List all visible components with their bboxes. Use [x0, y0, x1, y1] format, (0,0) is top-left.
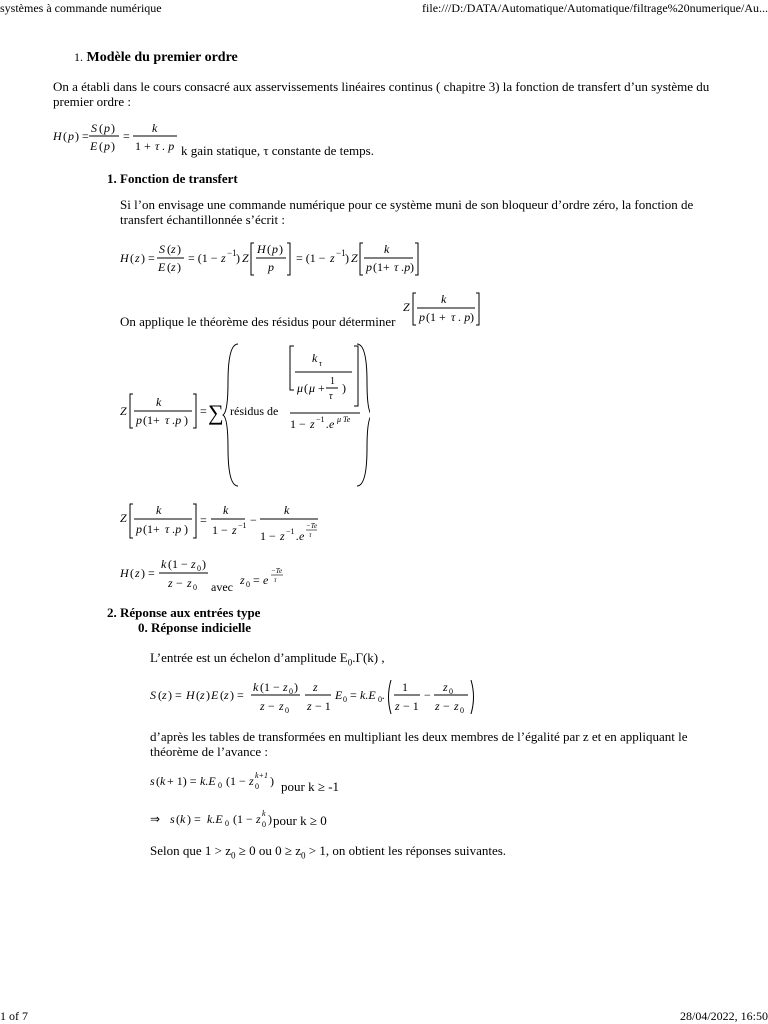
svg-text:k+1: k+1: [255, 771, 268, 780]
svg-text:S: S: [150, 688, 156, 702]
svg-text:): ): [75, 129, 79, 143]
svg-text:(1+: (1+: [143, 522, 160, 536]
svg-text:− 1: − 1: [403, 699, 419, 713]
svg-text:k: k: [160, 774, 166, 788]
svg-text:−1: −1: [316, 415, 325, 424]
svg-text:z: z: [232, 523, 237, 537]
svg-text:): ): [342, 381, 346, 395]
svg-text:S: S: [91, 121, 97, 135]
residue-text: On applique le théorème des résidus pour déterminer: [120, 314, 396, 329]
svg-text:): ): [141, 566, 145, 580]
svg-text:.: .: [382, 688, 385, 702]
svg-text:Z: Z: [120, 511, 127, 525]
svg-text:z: z: [330, 251, 335, 265]
svg-text:τ: τ: [329, 391, 333, 402]
svg-text:z: z: [249, 774, 254, 788]
svg-text:): ): [270, 774, 274, 788]
svg-text:(1 −: (1 −: [260, 680, 280, 694]
svg-text:z: z: [162, 688, 167, 702]
svg-text:0: 0: [218, 781, 222, 790]
svg-text:z: z: [135, 251, 140, 265]
subsection-responses: 2. Réponse aux entrées type: [107, 605, 261, 620]
svg-text:e: e: [263, 573, 269, 587]
equation-z0-def: [240, 562, 300, 592]
intro-paragraph: On a établi dans le cours consacré aux asservissements linéaires continus ( chapitre 3) la fonction de transfert d’un système du premier ordre :: [53, 79, 710, 109]
svg-text:): ): [279, 242, 283, 256]
conclusion-b: ≥ 0 ou 0 ≥ z: [235, 843, 302, 858]
svg-text:=: =: [148, 251, 155, 265]
svg-text:): ): [184, 413, 188, 427]
svg-text:z: z: [307, 699, 312, 713]
svg-text:): ): [268, 812, 272, 826]
svg-text:(: (: [167, 242, 171, 256]
svg-text:0: 0: [378, 695, 382, 704]
svg-text:): ): [345, 251, 349, 265]
svg-text:z: z: [280, 529, 285, 543]
svg-text:=: =: [200, 404, 207, 418]
header-title: systèmes à commande numérique: [0, 1, 162, 15]
svg-text:k: k: [161, 557, 167, 571]
svg-text:H: H: [120, 566, 129, 580]
svg-text:0: 0: [285, 706, 289, 715]
svg-text:0: 0: [197, 564, 201, 573]
svg-text:k: k: [262, 809, 266, 818]
avec-label: avec: [211, 580, 233, 594]
svg-text:): ): [177, 242, 181, 256]
svg-text:−: −: [424, 688, 431, 702]
condition-k-ge-0: pour k ≥ 0: [273, 813, 327, 828]
svg-text:= (1 −: = (1 −: [296, 251, 326, 265]
svg-text:(1 −: (1 −: [233, 812, 253, 826]
svg-text:−Te: −Te: [306, 522, 318, 530]
svg-text:z: z: [279, 699, 284, 713]
svg-text:k: k: [156, 503, 162, 517]
svg-text:z: z: [135, 566, 140, 580]
subsection-step-response: 0. Réponse indicielle: [138, 620, 252, 635]
svg-text:−: −: [176, 576, 183, 590]
svg-text:E: E: [335, 688, 343, 702]
svg-text:z: z: [168, 576, 173, 590]
equation-first-order-transfer: [53, 118, 181, 158]
svg-text:p: p: [366, 260, 372, 274]
svg-text:(: (: [167, 260, 171, 274]
svg-text:k.E: k.E: [207, 812, 223, 826]
svg-text:μ: μ: [309, 381, 316, 395]
svg-text:z: z: [191, 557, 196, 571]
svg-text:+ 1) =: + 1) =: [167, 774, 197, 788]
svg-text:): ): [111, 139, 115, 153]
z0-sub-b: 0: [301, 850, 306, 861]
svg-text:τ . p: τ . p: [451, 310, 471, 324]
svg-text:(1 −: (1 −: [226, 774, 246, 788]
footer-page-count: 1 of 7: [0, 1009, 28, 1023]
conclusion-c: > 1, on obtient les réponses suivantes.: [305, 843, 507, 858]
svg-text:= (1 −: = (1 −: [188, 251, 218, 265]
svg-text:p: p: [268, 260, 274, 274]
svg-text:0: 0: [246, 580, 250, 589]
svg-text:): ): [206, 688, 210, 702]
svg-text:(1+: (1+: [373, 260, 390, 274]
svg-text:(: (: [130, 566, 134, 580]
svg-text:−: −: [443, 699, 450, 713]
svg-text:): ): [202, 557, 206, 571]
svg-text:τ .p: τ .p: [394, 260, 411, 274]
svg-text:−1: −1: [286, 527, 295, 536]
svg-text:s: s: [170, 812, 175, 826]
condition-k-ge-minus-1: pour k ≥ -1: [281, 779, 340, 794]
svg-text:0: 0: [193, 583, 197, 592]
svg-text:(1 −: (1 −: [168, 557, 188, 571]
svg-text:H: H: [120, 251, 129, 265]
svg-text:Z: Z: [403, 300, 410, 314]
svg-text:(: (: [158, 688, 162, 702]
equation-hz-result: [120, 555, 215, 595]
svg-text:k: k: [223, 503, 229, 517]
svg-text:∑: ∑: [208, 400, 224, 425]
svg-text:(1 +: (1 +: [426, 310, 446, 324]
svg-text:): ): [141, 251, 145, 265]
svg-text:p: p: [68, 129, 74, 143]
svg-text:H: H: [53, 129, 62, 143]
svg-text:=: =: [350, 688, 357, 702]
svg-text:z: z: [260, 699, 265, 713]
svg-text:(: (: [156, 774, 160, 788]
svg-text:(: (: [99, 139, 103, 153]
svg-text:Z: Z: [351, 251, 358, 265]
svg-text:1 −: 1 −: [212, 523, 228, 537]
header-url: file:///D:/DATA/Automatique/Automatique/filtrage%20numerique/Au...: [422, 1, 768, 15]
svg-text:(: (: [176, 812, 180, 826]
svg-text:μ: μ: [297, 381, 304, 395]
svg-text:τ: τ: [319, 359, 322, 368]
svg-text:⇒: ⇒: [150, 812, 161, 826]
svg-text:k: k: [156, 395, 162, 409]
svg-text:(: (: [304, 381, 308, 395]
svg-text:p: p: [419, 310, 425, 324]
equation-s-k: [150, 804, 275, 832]
svg-text:z: z: [443, 680, 448, 694]
svg-text:Z: Z: [242, 251, 249, 265]
conclusion-a: Selon que 1 > z: [150, 843, 231, 858]
svg-text:.e: .e: [296, 529, 305, 543]
svg-text:τ: τ: [309, 531, 312, 539]
svg-text:0: 0: [289, 687, 293, 696]
svg-text:μ Te: μ Te: [337, 415, 351, 424]
svg-text:τ: τ: [274, 576, 277, 584]
svg-text:): ): [236, 251, 240, 265]
svg-text:): ): [111, 121, 115, 135]
eq1-caption: k gain statique, τ constante de temps.: [181, 143, 374, 158]
svg-text:): ): [410, 260, 414, 274]
svg-text:k.E: k.E: [360, 688, 376, 702]
svg-text:k: k: [312, 351, 318, 365]
svg-text:(: (: [220, 688, 224, 702]
svg-text:Z: Z: [120, 404, 127, 418]
svg-text:p: p: [104, 121, 110, 135]
svg-text:1: 1: [402, 680, 408, 694]
section-heading: [74, 50, 238, 66]
svg-text:) =: ) =: [187, 812, 201, 826]
svg-text:z: z: [256, 812, 261, 826]
svg-text:−1: −1: [238, 521, 247, 530]
svg-text:): ): [177, 260, 181, 274]
svg-text:(1+: (1+: [143, 413, 160, 427]
step-text: L’entrée est un échelon d’amplitude E: [150, 650, 348, 665]
svg-text:−1: −1: [227, 248, 237, 258]
svg-text:E: E: [211, 688, 219, 702]
svg-text:(: (: [99, 121, 103, 135]
svg-text:) =: ) =: [168, 688, 182, 702]
svg-text:=: =: [148, 566, 155, 580]
svg-text:k.E: k.E: [200, 774, 216, 788]
svg-text:+: +: [318, 381, 325, 395]
svg-text:S: S: [159, 242, 165, 256]
svg-text:p: p: [136, 413, 142, 427]
svg-text:1: 1: [330, 376, 335, 387]
svg-text:=: =: [200, 513, 207, 527]
subsection-transfer-function: 1. Fonction de transfert: [107, 171, 238, 186]
svg-text:k: k: [384, 242, 390, 256]
svg-text:k: k: [284, 503, 290, 517]
z0-sub-a: 0: [230, 850, 236, 861]
svg-text:E: E: [90, 139, 98, 153]
svg-text:0: 0: [225, 819, 229, 828]
svg-text:z: z: [171, 242, 176, 256]
svg-text:s: s: [150, 774, 155, 788]
svg-text:(: (: [130, 251, 134, 265]
svg-text:=: =: [253, 573, 260, 587]
svg-text:): ): [470, 310, 474, 324]
svg-text:p: p: [136, 522, 142, 536]
svg-text:− 1: − 1: [315, 699, 331, 713]
conclusion-text: [150, 843, 506, 861]
equation-residue-sum: [120, 342, 370, 490]
svg-text:−: −: [268, 699, 275, 713]
equation-z-transform-target: [403, 291, 483, 329]
svg-text:z: z: [200, 688, 205, 702]
svg-text:0: 0: [460, 706, 464, 715]
svg-text:résidus de: résidus de: [230, 404, 279, 418]
svg-text:−Te: −Te: [271, 567, 283, 575]
svg-text:1 −: 1 −: [260, 529, 276, 543]
section-title: Modèle du premier ordre: [86, 50, 238, 65]
svg-text:k: k: [180, 812, 186, 826]
svg-text:z: z: [187, 576, 192, 590]
advance-theorem-paragraph: d’après les tables de transformées en multipliant les deux membres de l’égalité par z et en appliquant le théorème de l’avance :: [150, 729, 688, 759]
svg-text:.e: .e: [326, 417, 335, 431]
svg-text:z: z: [283, 680, 288, 694]
equation-z-result: [120, 500, 325, 550]
svg-text:τ . p: τ . p: [155, 139, 175, 153]
svg-text:): ): [184, 522, 188, 536]
svg-text:=: =: [82, 129, 89, 143]
svg-text:z: z: [224, 688, 229, 702]
svg-text:0: 0: [262, 820, 266, 829]
svg-text:E: E: [158, 260, 166, 274]
svg-text:−: −: [250, 513, 257, 527]
svg-text:1 −: 1 −: [290, 417, 306, 431]
svg-text:0: 0: [449, 687, 453, 696]
step-input-text: [150, 650, 385, 668]
svg-text:) =: ) =: [230, 688, 244, 702]
svg-text:): ): [294, 680, 298, 694]
section-number: 1.: [74, 50, 83, 64]
svg-text:z: z: [221, 251, 226, 265]
svg-text:(: (: [63, 129, 67, 143]
svg-text:k: k: [253, 680, 259, 694]
step-text-sub: 0: [347, 657, 353, 668]
svg-text:H: H: [186, 688, 195, 702]
svg-text:τ .p: τ .p: [165, 522, 182, 536]
svg-text:z: z: [313, 680, 318, 694]
svg-text:p: p: [272, 242, 278, 256]
equation-step-output: [150, 676, 480, 718]
svg-text:(: (: [267, 242, 271, 256]
step-text-end: .Γ(k) ,: [352, 650, 385, 665]
equation-sampled-transfer: [120, 240, 425, 278]
svg-text:0: 0: [255, 782, 259, 791]
svg-text:=: =: [123, 129, 130, 143]
transfer-paragraph: Si l’on envisage une commande numérique pour ce système muni de son bloqueur d’ordre zéro, la fonction de transfert échantillonnée s’écrit :: [120, 197, 694, 227]
equation-s-k-plus-1: [150, 766, 285, 794]
svg-text:z: z: [171, 260, 176, 274]
svg-text:0: 0: [343, 695, 347, 704]
svg-text:z: z: [310, 417, 315, 431]
svg-text:p: p: [104, 139, 110, 153]
svg-text:z: z: [240, 573, 245, 587]
svg-text:k: k: [441, 292, 447, 306]
svg-text:z: z: [395, 699, 400, 713]
svg-text:(: (: [196, 688, 200, 702]
svg-text:1 +: 1 +: [135, 139, 151, 153]
svg-text:−1: −1: [336, 248, 346, 258]
svg-text:z: z: [454, 699, 459, 713]
footer-datetime: 28/04/2022, 16:50: [679, 1009, 768, 1023]
svg-text:z: z: [435, 699, 440, 713]
svg-text:k: k: [152, 121, 158, 135]
svg-text:H: H: [257, 242, 266, 256]
svg-text:τ .p: τ .p: [165, 413, 182, 427]
